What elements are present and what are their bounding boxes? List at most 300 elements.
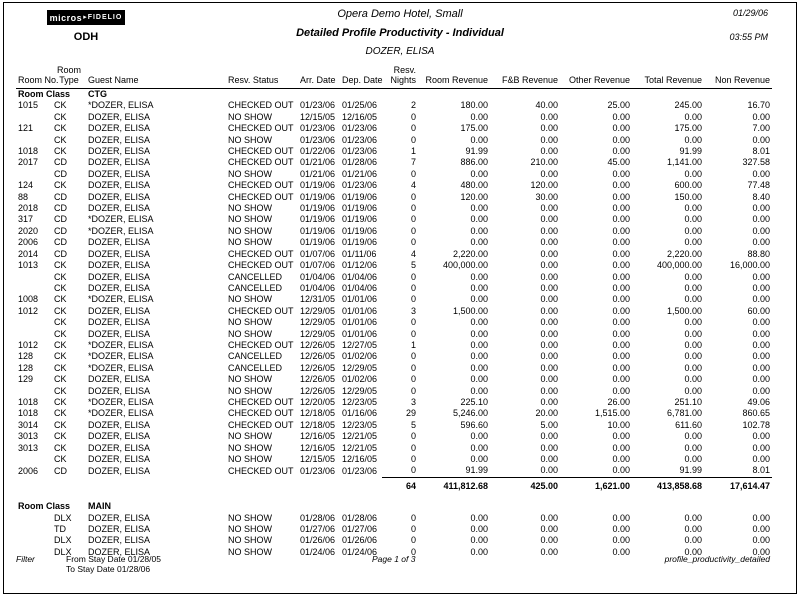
resv-status-cell: NO SHOW: [228, 317, 272, 328]
reservation-row: [16, 112, 772, 123]
other-revenue-cell: 0.00: [612, 214, 630, 225]
resv-status-cell: CHECKED OUT: [228, 180, 294, 191]
report-page: [3, 2, 797, 594]
total-revenue-cell: 0.00: [684, 374, 702, 385]
resv-nights-cell: 0: [410, 385, 416, 396]
fb-revenue-cell: 0.00: [540, 362, 558, 373]
resv-status-cell: CHECKED OUT: [228, 396, 294, 407]
filter-to: To Stay Date 01/28/06: [66, 564, 151, 574]
other-revenue-cell: 26.00: [607, 396, 630, 407]
arr-date-cell: 12/26/05: [300, 362, 336, 373]
column-header-arr-date: Arr. Date: [298, 61, 340, 89]
room-no-cell: 2006: [18, 465, 39, 476]
room-type-cell: CK: [54, 271, 67, 282]
non-revenue-cell: 0.00: [752, 442, 770, 453]
non-revenue-cell: 0.00: [752, 385, 770, 396]
reservation-row: [16, 397, 772, 408]
dep-date-cell: 01/23/06: [342, 465, 378, 476]
dep-date-cell: 01/23/06: [342, 123, 378, 134]
logo-fidelio-text: FIDELIO: [87, 14, 123, 21]
arr-date-cell: 01/28/06: [300, 512, 336, 523]
dep-date-cell: 01/02/06: [342, 351, 378, 362]
resv-nights-cell: 7: [410, 157, 416, 168]
guest-name-cell: *DOZER, ELISA: [88, 362, 154, 373]
total-revenue-cell: 0.00: [684, 203, 702, 214]
resv-nights-cell: 0: [410, 442, 416, 453]
dep-date-cell: 01/04/06: [342, 271, 378, 282]
dep-date-cell: 01/01/06: [342, 294, 378, 305]
resv-nights-cell: 1: [410, 146, 416, 157]
total-revenue-cell: 0.00: [684, 282, 702, 293]
fb-revenue-cell: 0.00: [540, 203, 558, 214]
non-revenue-cell: 0.00: [752, 203, 770, 214]
reservation-row: [16, 226, 772, 237]
reservation-row: [16, 317, 772, 328]
dep-date-cell: 12/23/05: [342, 396, 378, 407]
reservation-row: [16, 283, 772, 294]
fb-revenue-cell: 0.00: [540, 123, 558, 134]
other-revenue-cell: 0.00: [612, 524, 630, 535]
guest-name-cell: DOZER, ELISA: [88, 282, 151, 293]
arr-date-cell: 12/15/05: [300, 454, 336, 464]
filter-from: From Stay Date 01/28/05: [66, 554, 161, 564]
room-revenue-cell: 1,500.00: [452, 305, 488, 316]
non-revenue-cell: 8.01: [752, 146, 770, 157]
non-revenue-cell: 0.00: [752, 214, 770, 225]
room-type-cell: CK: [54, 146, 67, 157]
room-revenue-cell: 0.00: [470, 294, 488, 305]
total-revenue-cell: 0.00: [684, 317, 702, 328]
resv-nights-cell: 1: [410, 339, 416, 350]
room-type-cell: CK: [54, 351, 67, 362]
room-no-cell: 2018: [18, 203, 39, 214]
other-revenue-cell: 0.00: [612, 168, 630, 179]
room-class-label: Room Class: [18, 501, 71, 512]
resv-status-cell: NO SHOW: [228, 168, 272, 179]
dep-date-cell: 12/21/05: [342, 431, 378, 442]
guest-name-cell: DOZER, ELISA: [88, 454, 151, 464]
other-revenue-cell: 0.00: [612, 237, 630, 248]
dep-date-cell: 01/21/06: [342, 168, 378, 179]
fb-revenue-cell: 0.00: [540, 374, 558, 385]
fb-revenue-cell: 0.00: [540, 524, 558, 535]
page-number: Page 1 of 3: [372, 554, 416, 564]
dep-date-cell: 01/23/06: [342, 134, 378, 145]
other-revenue-cell: 1,515.00: [594, 408, 630, 419]
dep-date-cell: 01/19/06: [342, 214, 378, 225]
other-revenue-cell: 0.00: [612, 546, 630, 557]
fb-revenue-cell: 0.00: [540, 396, 558, 407]
room-type-cell: CK: [54, 260, 67, 271]
non-revenue-cell: 77.48: [747, 180, 770, 191]
report-titles: [4, 3, 796, 57]
resv-nights-cell: 0: [410, 317, 416, 328]
other-revenue-cell: 0.00: [612, 454, 630, 464]
room-no-cell: [16, 386, 52, 397]
reservation-row: [16, 420, 772, 431]
reservation-row: [16, 123, 772, 134]
reservation-row: [16, 535, 772, 546]
other-revenue-cell: 0.00: [612, 271, 630, 282]
section-totals-row: [16, 477, 772, 494]
dep-date-cell: 01/26/06: [342, 535, 378, 546]
fb-revenue-cell: 0.00: [540, 225, 558, 236]
room-type-cell: CK: [54, 419, 67, 430]
arr-date-cell: 01/19/06: [300, 214, 336, 225]
guest-name-cell: DOZER, ELISA: [88, 134, 151, 145]
reservation-row: [16, 169, 772, 180]
fb-revenue-cell: 0.00: [540, 442, 558, 453]
room-type-cell: DLX: [54, 512, 72, 523]
reservation-row: [16, 146, 772, 157]
room-no-cell: 88: [18, 191, 29, 202]
arr-date-cell: 01/04/06: [300, 282, 336, 293]
room-class-label: Room Class: [18, 89, 71, 99]
total-revenue-cell: 0.00: [684, 362, 702, 373]
fb-revenue-cell: 0.00: [540, 339, 558, 350]
room-no-cell: 3014: [18, 419, 39, 430]
total-revenue-cell: 0.00: [684, 339, 702, 350]
dep-date-cell: 01/11/06: [342, 248, 377, 259]
arr-date-cell: 12/16/05: [300, 442, 336, 453]
room-no-cell: 124: [18, 180, 34, 191]
total-revenue-cell: 0.00: [684, 271, 702, 282]
other-revenue-cell: 0.00: [612, 512, 630, 523]
fb-revenue-cell: 0.00: [540, 454, 558, 464]
resv-status-cell: CHECKED OUT: [228, 465, 294, 476]
reservation-row: [16, 408, 772, 419]
room-revenue-cell: 120.00: [460, 191, 488, 202]
reservation-row: [16, 443, 772, 454]
room-class-filler: [226, 501, 772, 512]
fb-revenue-cell: 0.00: [540, 146, 558, 157]
room-class-name: CTG: [88, 89, 107, 99]
fb-revenue-cell: 0.00: [540, 351, 558, 362]
total-revenue-cell: 0.00: [684, 351, 702, 362]
non-revenue-cell: 0.00: [752, 168, 770, 179]
room-revenue-cell: 175.00: [460, 123, 488, 134]
resv-status-cell: CANCELLED: [228, 362, 283, 373]
column-header-room-revenue: Room Revenue: [418, 61, 490, 89]
reservation-row: [16, 180, 772, 191]
total-revenue-cell: 400,000.00: [656, 260, 702, 271]
total-revenue-cell: 0.00: [684, 385, 702, 396]
resv-status-cell: NO SHOW: [228, 374, 272, 385]
resv-nights-cell: 0: [410, 512, 416, 523]
resv-status-cell: CHECKED OUT: [228, 419, 294, 430]
resv-nights-cell: 0: [410, 328, 416, 339]
other-revenue-cell: 0.00: [612, 328, 630, 339]
other-revenue-cell: 0.00: [612, 111, 630, 122]
dep-date-cell: 12/23/05: [342, 419, 378, 430]
resv-status-cell: NO SHOW: [228, 385, 272, 396]
guest-name-cell: DOZER, ELISA: [88, 157, 151, 168]
room-no-cell: [16, 329, 52, 340]
resv-status-cell: CANCELLED: [228, 282, 283, 293]
guest-name-cell: *DOZER, ELISA: [88, 214, 154, 225]
room-type-cell: CD: [54, 191, 67, 202]
resv-nights-cell: 3: [410, 396, 416, 407]
resv-status-cell: NO SHOW: [228, 546, 272, 557]
resv-nights-cell: 0: [410, 524, 416, 535]
room-class-row: [16, 89, 772, 101]
room-type-cell: CK: [54, 385, 67, 396]
non-revenue-cell: 0.00: [752, 339, 770, 350]
table-header: [16, 61, 772, 89]
room-revenue-cell: 91.99: [465, 465, 488, 476]
arr-date-cell: 12/18/05: [300, 408, 336, 419]
non-revenue-cell: 0.00: [752, 317, 770, 328]
reservation-row: [16, 306, 772, 317]
print-stamp: [729, 3, 768, 42]
total-revenue-cell: 175.00: [674, 123, 702, 134]
room-revenue-cell: 0.00: [470, 546, 488, 557]
resv-nights-cell: 64: [382, 477, 418, 494]
other-revenue-cell: 0.00: [612, 431, 630, 442]
room-type-cell: CK: [54, 442, 67, 453]
logo-micros-text: micros: [49, 12, 83, 23]
other-revenue-cell: 0.00: [612, 203, 630, 214]
room-class-name: MAIN: [88, 501, 111, 512]
resv-status-cell: NO SHOW: [228, 431, 272, 442]
column-header-guest-name: Guest Name: [86, 61, 226, 89]
room-type-cell: CK: [54, 134, 67, 145]
resv-nights-cell: 0: [410, 111, 416, 122]
reservation-row: [16, 260, 772, 271]
arr-date-cell: 12/18/05: [300, 419, 336, 430]
total-revenue-cell: 1,141.00: [666, 157, 702, 168]
dep-date-cell: 01/19/06: [342, 225, 378, 236]
fb-revenue-cell: 120.00: [530, 180, 558, 191]
room-no-cell: [16, 272, 52, 283]
resv-status-cell: NO SHOW: [228, 524, 272, 535]
other-revenue-cell: 0.00: [612, 225, 630, 236]
room-type-cell: TD: [54, 524, 66, 535]
guest-name-cell: *DOZER, ELISA: [88, 100, 154, 111]
non-revenue-cell: 0.00: [752, 111, 770, 122]
guest-name-cell: *DOZER, ELISA: [88, 339, 154, 350]
room-revenue-cell: 0.00: [470, 524, 488, 535]
non-revenue-cell: 0.00: [752, 271, 770, 282]
arr-date-cell: 12/29/05: [300, 305, 336, 316]
hotel-name: Opera Demo Hotel, Small: [337, 8, 463, 20]
guest-name-cell: DOZER, ELISA: [88, 419, 151, 430]
resv-nights-cell: 0: [410, 431, 416, 442]
non-revenue-cell: 860.65: [742, 408, 770, 419]
resv-status-cell: NO SHOW: [228, 203, 272, 214]
room-revenue-cell: 0.00: [470, 237, 488, 248]
resv-status-cell: CHECKED OUT: [228, 408, 294, 419]
arr-date-cell: 01/19/06: [300, 225, 336, 236]
dep-date-cell: 01/19/06: [342, 191, 378, 202]
dep-date-cell: 01/19/06: [342, 237, 378, 248]
dep-date-cell: 12/27/05: [342, 339, 378, 350]
reservation-row: [16, 374, 772, 385]
total-revenue-cell: 0.00: [684, 546, 702, 557]
resv-status-cell: NO SHOW: [228, 134, 272, 145]
total-revenue-cell: 0.00: [684, 168, 702, 179]
arr-date-cell: 12/20/05: [300, 396, 336, 407]
report-file-name: profile_productivity_detailed: [664, 554, 770, 564]
room-class-filler: [226, 89, 772, 101]
reservation-row: [16, 329, 772, 340]
resv-status-cell: CHECKED OUT: [228, 305, 294, 316]
print-time: 03:55 PM: [729, 32, 768, 42]
other-revenue-cell: 0.00: [612, 442, 630, 453]
arr-date-cell: 01/04/06: [300, 271, 336, 282]
guest-name-cell: DOZER, ELISA: [88, 111, 151, 122]
room-revenue-cell: 0.00: [470, 385, 488, 396]
dep-date-cell: 01/28/06: [342, 157, 378, 168]
non-revenue-cell: 7.00: [752, 123, 770, 134]
room-revenue-cell: 0.00: [470, 442, 488, 453]
arr-date-cell: 01/24/06: [300, 546, 336, 557]
room-no-cell: [16, 524, 52, 535]
reservation-row: [16, 513, 772, 524]
room-type-cell: CK: [54, 180, 67, 191]
fb-revenue-cell: 0.00: [540, 134, 558, 145]
non-revenue-cell: 0.00: [752, 362, 770, 373]
fb-revenue-cell: 0.00: [540, 465, 558, 476]
total-revenue-cell: 91.99: [679, 465, 702, 476]
room-revenue-cell: 0.00: [470, 317, 488, 328]
resv-nights-cell: 0: [410, 294, 416, 305]
reservation-row: [16, 157, 772, 168]
other-revenue-cell: 0.00: [612, 146, 630, 157]
arr-date-cell: 01/21/06: [300, 168, 336, 179]
resv-status-cell: NO SHOW: [228, 512, 272, 523]
arr-date-cell: 01/07/06: [300, 248, 336, 259]
non-revenue-cell: 0.00: [752, 134, 770, 145]
total-revenue-cell: 0.00: [684, 328, 702, 339]
arr-date-cell: 01/19/06: [300, 191, 336, 202]
non-revenue-cell: 0.00: [752, 454, 770, 464]
room-type-cell: CK: [54, 362, 67, 373]
other-revenue-cell: 0.00: [612, 385, 630, 396]
arr-date-cell: 12/31/05: [300, 294, 336, 305]
resv-nights-cell: 0: [410, 168, 416, 179]
room-no-cell: 128: [18, 362, 34, 373]
resv-nights-cell: 4: [410, 248, 416, 259]
dep-date-cell: 01/01/06: [342, 305, 378, 316]
room-type-cell: CD: [54, 248, 67, 259]
guest-name-cell: DOZER, ELISA: [88, 535, 151, 546]
room-no-cell: 2014: [18, 248, 39, 259]
arr-date-cell: 01/07/06: [300, 260, 336, 271]
resv-nights-cell: 0: [410, 282, 416, 293]
room-no-cell: [16, 477, 52, 494]
room-type-cell: CD: [54, 237, 67, 248]
room-revenue-cell: 0.00: [470, 431, 488, 442]
room-type-cell: CK: [54, 328, 67, 339]
arr-date-cell: 01/23/06: [300, 100, 336, 111]
room-revenue-cell: 180.00: [460, 100, 488, 111]
room-no-cell: 129: [18, 374, 34, 385]
fb-revenue-cell: 0.00: [540, 271, 558, 282]
arr-date-cell: 12/16/05: [300, 431, 336, 442]
dep-date-cell: 01/01/06: [342, 317, 378, 328]
reservation-row: [16, 294, 772, 305]
room-type-cell: CK: [54, 374, 67, 385]
guest-name-cell: DOZER, ELISA: [88, 191, 151, 202]
other-revenue-cell: 0.00: [612, 465, 630, 476]
guest-name-cell: DOZER, ELISA: [88, 168, 151, 179]
logo-arrow-icon: ▸: [83, 14, 87, 21]
guest-name-cell: DOZER, ELISA: [88, 203, 151, 214]
fb-revenue-cell: 0.00: [540, 237, 558, 248]
total-revenue-cell: 1,500.00: [666, 305, 702, 316]
arr-date-cell: 12/29/05: [300, 328, 336, 339]
guest-name-cell: DOZER, ELISA: [88, 442, 151, 453]
other-revenue-cell: 0.00: [612, 134, 630, 145]
total-revenue-cell: 245.00: [674, 100, 702, 111]
fb-revenue-cell: 0.00: [540, 168, 558, 179]
resv-status-cell: NO SHOW: [228, 294, 272, 305]
non-revenue-cell: 0.00: [752, 225, 770, 236]
guest-name-cell: *DOZER, ELISA: [88, 351, 154, 362]
column-header-resv-status: Resv. Status: [226, 61, 298, 89]
reservation-row: [16, 214, 772, 225]
resv-nights-cell: 0: [410, 351, 416, 362]
resv-status-cell: CHECKED OUT: [228, 248, 294, 259]
dep-date-cell: 01/02/06: [342, 374, 378, 385]
fb-revenue-cell: 0.00: [540, 294, 558, 305]
dep-date-cell: 01/27/06: [342, 524, 378, 535]
non-revenue-cell: 88.80: [747, 248, 770, 259]
total-revenue-cell: 611.60: [675, 419, 702, 430]
guest-name-cell: DOZER, ELISA: [88, 465, 151, 476]
room-type-cell: CK: [54, 123, 67, 134]
resv-status-cell: NO SHOW: [228, 111, 272, 122]
reservation-row: [16, 249, 772, 260]
print-date: 01/29/06: [732, 8, 768, 18]
room-revenue-cell: 400,000.00: [442, 260, 488, 271]
other-revenue-cell: 0.00: [612, 374, 630, 385]
column-header-fb-revenue: F&B Revenue: [490, 61, 560, 89]
room-revenue-cell: 0.00: [470, 535, 488, 546]
room-type-cell: CK: [54, 431, 67, 442]
non-revenue-cell: 49.06: [747, 396, 770, 407]
reservation-row: [16, 465, 772, 477]
room-type-cell: CK: [54, 454, 67, 464]
resv-nights-cell: 0: [410, 546, 416, 557]
room-type-cell: CD: [54, 465, 67, 476]
room-revenue-cell: 5,246.00: [452, 408, 488, 419]
guest-name-cell: DOZER, ELISA: [88, 512, 151, 523]
non-revenue-cell: 8.40: [752, 191, 770, 202]
other-revenue-cell: 0.00: [612, 362, 630, 373]
room-revenue-cell: 0.00: [470, 134, 488, 145]
column-header-other-revenue: Other Revenue: [560, 61, 632, 89]
room-type-cell: CD: [54, 157, 67, 168]
room-no-cell: 2020: [18, 225, 39, 236]
non-revenue-cell: 0.00: [752, 535, 770, 546]
room-revenue-cell: 0.00: [470, 271, 488, 282]
guest-name-cell: DOZER, ELISA: [88, 385, 151, 396]
fb-revenue-cell: 40.00: [535, 100, 558, 111]
total-revenue-cell: 0.00: [684, 237, 702, 248]
guest-name-cell: DOZER, ELISA: [88, 260, 151, 271]
reservation-row: [16, 100, 772, 111]
resv-nights-cell: 2: [410, 100, 416, 111]
non-revenue-cell: 0.00: [752, 328, 770, 339]
guest-name-cell: DOZER, ELISA: [88, 374, 151, 385]
room-revenue-cell: 0.00: [470, 374, 488, 385]
other-revenue-cell: 0.00: [612, 351, 630, 362]
room-no-cell: 1018: [18, 396, 39, 407]
other-revenue-cell: 0.00: [612, 305, 630, 316]
room-no-cell: 3013: [18, 431, 39, 442]
